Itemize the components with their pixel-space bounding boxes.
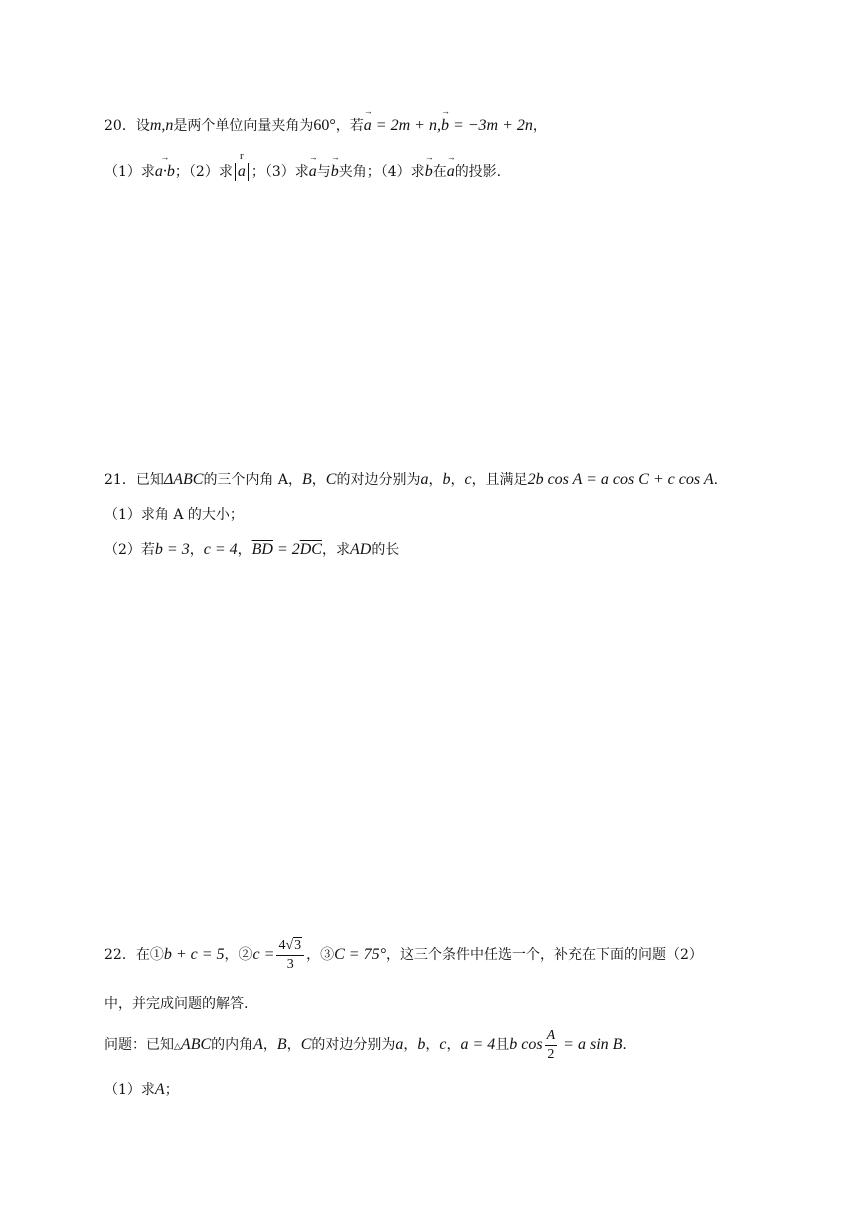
vector-a: → a <box>364 116 372 136</box>
vector-dc: $\overline{DC}$ <box>299 541 322 558</box>
q22-line1: 22．在①b + c = 5，②c = $\frac{4√3}{3}$ ，③C = 75°，这三个条件中任选一个，补充在下面的问题（2） <box>104 937 703 972</box>
vector-a-definition: = 2m + n, <box>371 117 441 134</box>
condition-equation: 2b cos A = a cos C + c cos A <box>527 471 714 488</box>
q20-line2: （1）求→ a·b；（2）求 r a ；（3）求→ a与→ b夹角；（4）求→ b在→ a的投影. <box>104 162 501 182</box>
q22-number: 22． <box>104 947 136 963</box>
q22-line2: 中，并完成问题的解答. <box>104 996 249 1012</box>
condition-2: c = <box>252 946 275 963</box>
q21-part1: （1）求角 A 的大小； <box>104 507 244 523</box>
fraction-a-over-2: $\frac{A}{2}$ <box>546 1027 556 1062</box>
vector-b-definition: = −3m + 2n <box>448 117 533 134</box>
fraction-4sqrt3-over-3: $\frac{4√3}{3}$ <box>276 937 304 974</box>
condition-3: C = 75° <box>334 946 386 963</box>
q20-line1: 20．设m,n是两个单位向量夹角为60°，若→ a = 2m + n,→ b = −3m + 2n， <box>104 116 547 136</box>
q20-number: 20． <box>104 118 136 134</box>
vector-b: → b <box>441 116 449 136</box>
q21-line1: 21．已知ΔABC的三个内角 A，B，C的对边分别为a，b，c，且满足2b cos A = a cos C + c cos A. <box>104 471 719 488</box>
triangle-abc: ΔABC <box>163 471 204 488</box>
q21-part2: （2）若b = 3，c = 4，$\overline{BD} = 2\overline{DC}$，求AD的长 <box>104 541 400 558</box>
q22-problem: 问题：已知△ABC的内角A，B，C的对边分别为a，b，c，a = 4且b cos $\frac{A}{2}$ = a sin B. <box>104 1027 627 1062</box>
vector-mn: m,n <box>149 117 174 134</box>
magnitude-a: r a <box>235 163 249 181</box>
dot-product-ab: → a·b <box>155 162 175 182</box>
condition-1: b + c = 5 <box>163 946 225 963</box>
q21-number: 21． <box>104 472 136 488</box>
angle-value: 60° <box>313 117 336 134</box>
q22-part1: （1）求A； <box>104 1081 179 1098</box>
vector-bd: $\overline{BD}$ <box>251 541 273 558</box>
